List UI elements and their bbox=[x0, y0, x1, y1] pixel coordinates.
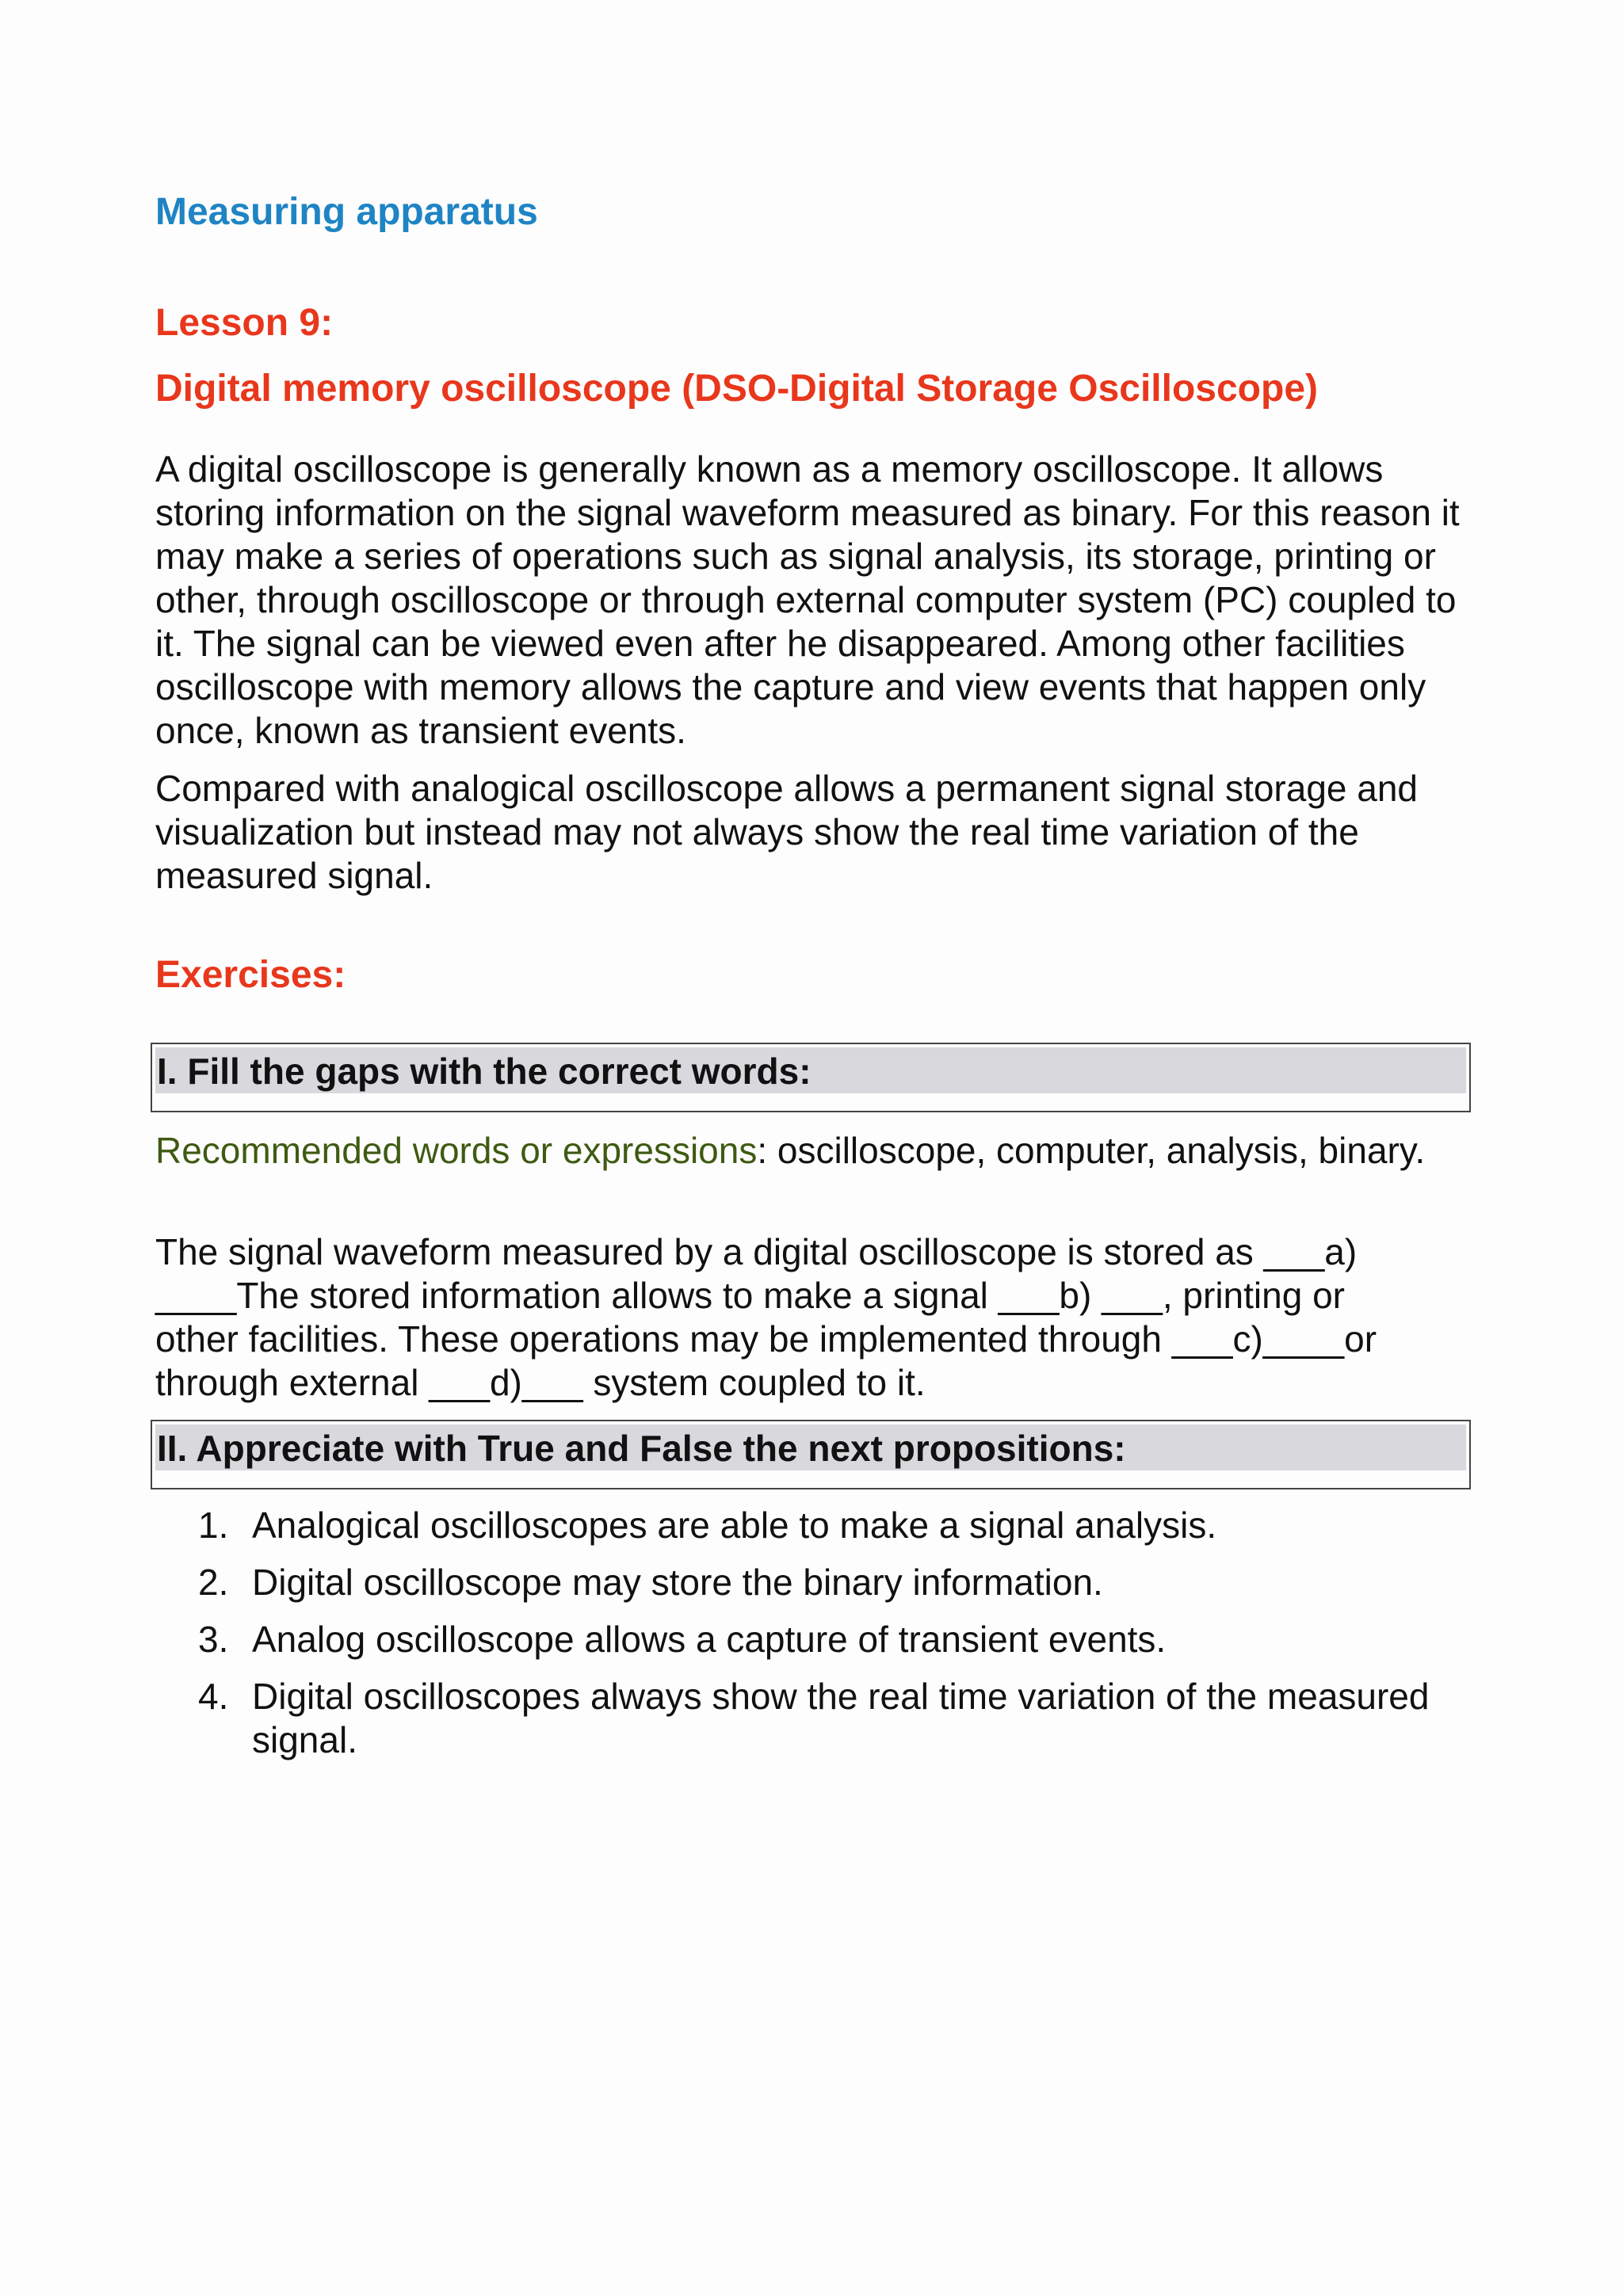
list-item bbox=[198, 1561, 1434, 1604]
item-number: 1. bbox=[198, 1505, 229, 1546]
item-text: Analog oscilloscope allows a capture of transient events. bbox=[252, 1619, 1167, 1660]
exercise-2-heading-box bbox=[151, 1420, 1471, 1489]
exercise-2-heading: II. Appreciate with True and False the next propositions: bbox=[157, 1428, 1126, 1469]
recommended-list: : oscilloscope, computer, analysis, binary. bbox=[757, 1130, 1426, 1171]
gap-line: The signal waveform measured by a digital oscilloscope is stored as ___a) bbox=[155, 1231, 1358, 1272]
list-item bbox=[198, 1504, 1434, 1547]
gap-line: through external ___d)___ system coupled to it. bbox=[155, 1362, 926, 1403]
gap-fill-paragraph bbox=[155, 1230, 1503, 1405]
exercise-1-heading-box bbox=[151, 1043, 1471, 1112]
lesson-label: Lesson 9: bbox=[155, 302, 334, 344]
recommended-words bbox=[155, 1129, 1487, 1173]
list-item bbox=[198, 1675, 1434, 1762]
recommended-label: Recommended words or expressions bbox=[155, 1130, 758, 1171]
gap-line: other facilities. These operations may be implemented through ___c)____or bbox=[155, 1318, 1377, 1360]
item-text: Digital oscilloscope may store the binary information. bbox=[252, 1562, 1103, 1603]
gap-line: ____The stored information allows to make a signal ___b) ___, printing or bbox=[155, 1275, 1345, 1316]
exercises-label: Exercises: bbox=[155, 954, 346, 996]
item-text: Digital oscilloscopes always show the real time variation of the measured signal. bbox=[252, 1676, 1430, 1760]
intro-paragraph-2: Compared with analogical oscilloscope allows a permanent signal storage and visualization but instead may not always show the real time variation of the measured signal. bbox=[155, 768, 1419, 896]
item-number: 2. bbox=[198, 1562, 229, 1603]
item-number: 4. bbox=[198, 1676, 229, 1717]
subject-title: Measuring apparatus bbox=[155, 191, 538, 233]
intro-paragraph-1: A digital oscilloscope is generally known as a memory oscilloscope. It allows storing information on the signal waveform measured as binary. For this reason it may make a series of operations such as signal analysis, its storage, printing or other, through oscilloscope or through external computer system (PC) coupled to it. The signal can be viewed even after he disappeared. Among other facilities oscilloscope with memory allows the capture and view events that happen only once, known as transient events. bbox=[155, 448, 1460, 751]
list-item bbox=[198, 1618, 1434, 1661]
lesson-title: Digital memory oscilloscope (DSO-Digital Storage Oscilloscope) bbox=[155, 368, 1318, 410]
item-number: 3. bbox=[198, 1619, 229, 1660]
true-false-list bbox=[198, 1504, 1434, 1775]
item-text: Analogical oscilloscopes are able to make a signal analysis. bbox=[252, 1505, 1217, 1546]
exercise-1-heading: I. Fill the gaps with the correct words: bbox=[157, 1051, 812, 1092]
